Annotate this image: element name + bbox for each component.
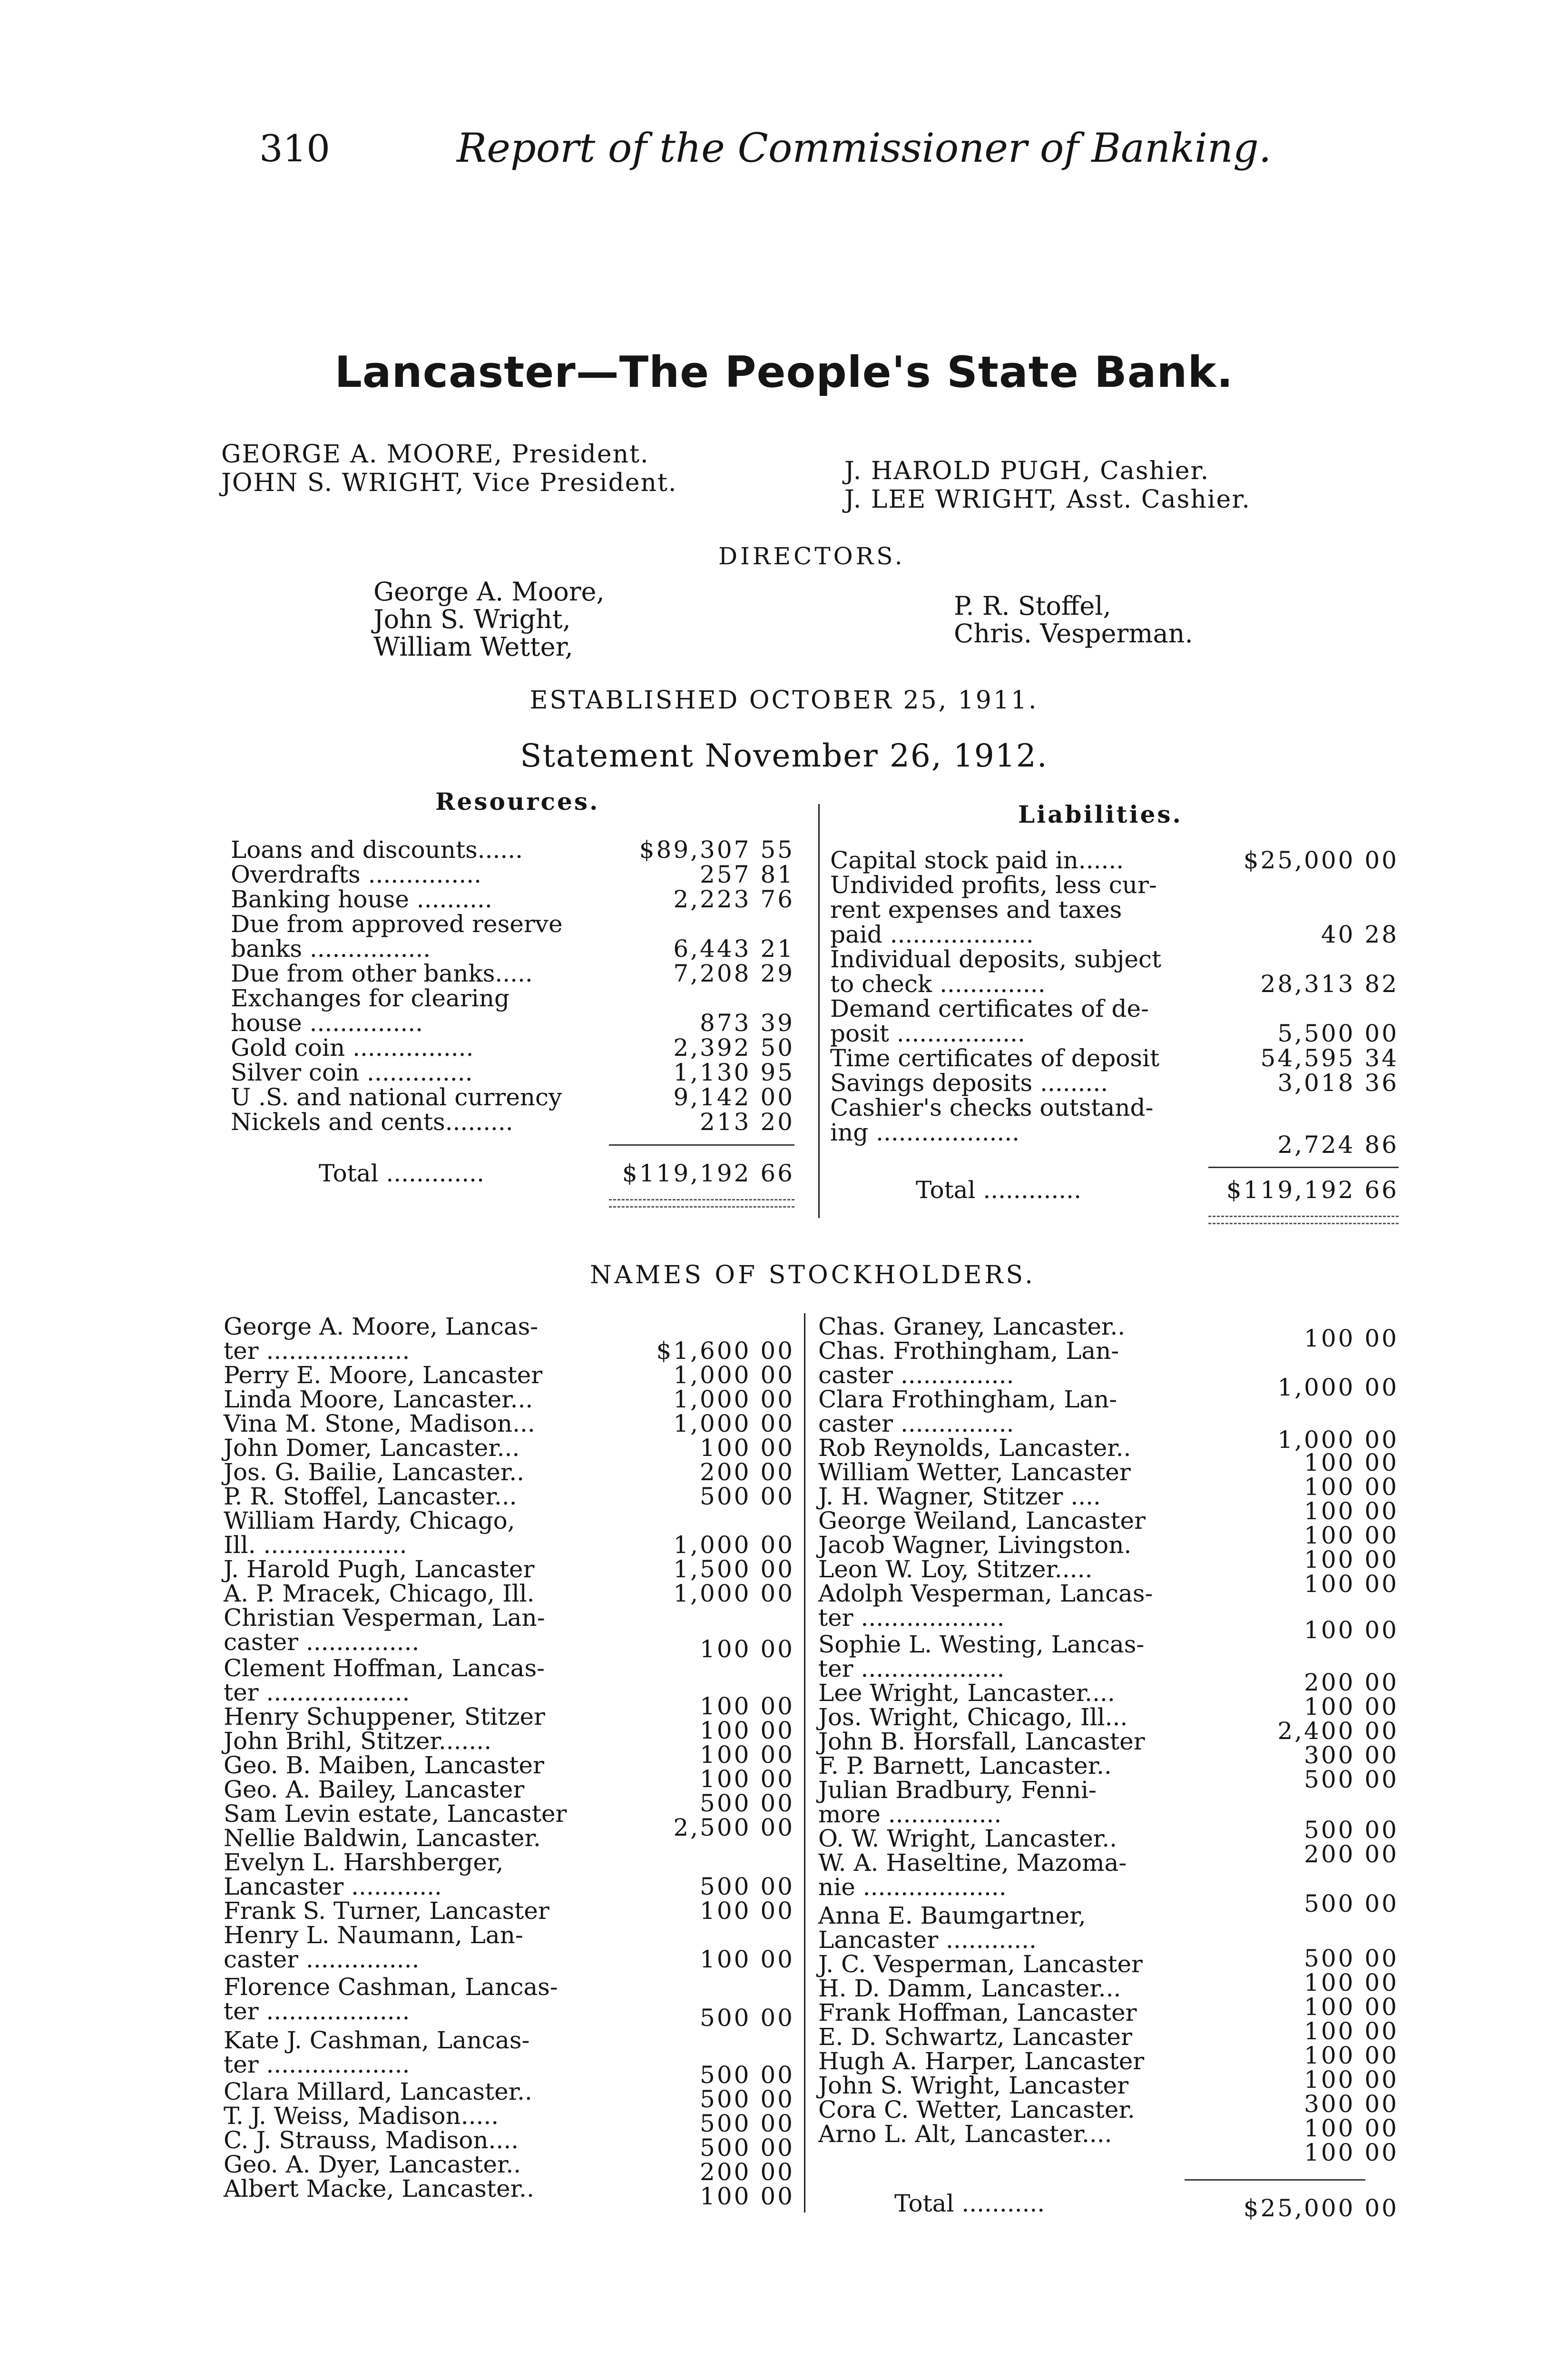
stockholder-amount: 100 00 [1304, 1570, 1399, 1598]
stockholder-name: Sam Levin estate, Lancaster [224, 1800, 567, 1828]
stockholder-name: J. C. Vesperman, Lancaster [818, 1950, 1143, 1978]
stockholders-heading: NAMES OF STOCKHOLDERS. [590, 1261, 1036, 1289]
stockholder-amount: 100 00 [700, 1692, 794, 1720]
stockholder-amount: 500 00 [700, 1483, 794, 1510]
stockholder-amount: 500 00 [700, 2061, 794, 2089]
stockholder-amount: 1,000 00 [673, 1410, 794, 1437]
double-rule [609, 1199, 794, 1208]
stockholder-name: ter ................... [224, 1679, 410, 1706]
stockholder-name: John S. Wright, Lancaster [818, 2072, 1129, 2099]
stockholder-amount: 1,000 00 [673, 1361, 794, 1389]
stockholder-name: Evelyn L. Harshberger, [224, 1848, 504, 1876]
liability-label: Time certificates of deposit [830, 1044, 1160, 1072]
stockholder-amount: 100 00 [700, 1635, 794, 1663]
stockholder-name: William Wetter, Lancaster [818, 1458, 1131, 1486]
stockholder-amount: 300 00 [1304, 2090, 1399, 2118]
stockholder-amount: 100 00 [700, 1717, 794, 1744]
stockholder-name: H. D. Damm, Lancaster... [818, 1975, 1121, 2002]
stockholder-amount: 500 00 [700, 2134, 794, 2162]
stockholder-amount: 100 00 [1304, 1449, 1399, 1476]
stockholder-name: nie ................... [818, 1873, 1007, 1901]
stockholder-name: Lee Wright, Lancaster.... [818, 1679, 1115, 1707]
liability-label: ing ................... [830, 1119, 1020, 1146]
stockholder-name: Frank Hoffman, Lancaster [818, 1999, 1137, 2026]
stockholder-name: John Domer, Lancaster... [224, 1434, 520, 1462]
stockholder-name: Albert Macke, Lancaster.. [224, 2175, 534, 2202]
stockholder-name: George A. Moore, Lancas- [224, 1313, 539, 1340]
stockholder-amount: 500 00 [700, 2085, 794, 2113]
liability-amount: 28,313 82 [1260, 970, 1399, 998]
stockholder-name: George Weiland, Lancaster [818, 1507, 1146, 1534]
stockholder-name: Arno L. Alt, Lancaster.... [818, 2120, 1112, 2148]
liability-label: Savings deposits ......... [830, 1069, 1108, 1097]
stockholder-name: Geo. B. Maiben, Lancaster [224, 1751, 544, 1779]
stockholder-name: Geo. A. Bailey, Lancaster [224, 1776, 525, 1803]
stockholder-amount: 100 00 [1304, 2017, 1399, 2045]
stockholder-amount: 100 00 [1304, 1616, 1399, 1644]
stockholder-amount: 200 00 [700, 1458, 794, 1486]
director-name: P. R. Stoffel, [954, 591, 1111, 621]
statement-date: Statement November 26, 1912. [520, 737, 1048, 774]
officer-asst-cashier: J. LEE WRIGHT, Asst. Cashier. [844, 485, 1251, 514]
stockholder-name: Jos. Wright, Chicago, Ill... [818, 1703, 1128, 1731]
stockholder-name: Henry L. Naumann, Lan- [224, 1921, 523, 1949]
stockholder-name: W. A. Haseltine, Mazoma- [818, 1849, 1127, 1877]
stockholder-amount: 500 00 [700, 1873, 794, 1900]
total-rule [609, 1144, 794, 1146]
stockholder-amount: 100 00 [700, 2182, 794, 2210]
officer-cashier: J. HAROLD PUGH, Cashier. [844, 457, 1210, 485]
stockholder-amount: 1,000 00 [673, 1531, 794, 1559]
stockholder-amount: 100 00 [1304, 2042, 1399, 2069]
stockholder-amount: 500 00 [1304, 1890, 1399, 1917]
resource-amount: 2,392 50 [673, 1034, 794, 1062]
stockholders-total-label: Total ........... [894, 2190, 1045, 2217]
resource-label: Due from approved reserve [231, 910, 563, 938]
stockholder-name: A. P. Mracek, Chicago, Ill. [224, 1580, 535, 1607]
stockholder-amount: 200 00 [1304, 1840, 1399, 1868]
stockholder-name: Adolph Vesperman, Lancas- [818, 1580, 1153, 1607]
liability-amount: 54,595 34 [1260, 1044, 1399, 1072]
stockholder-amount: 2,400 00 [1277, 1717, 1399, 1745]
stockholder-name: Clement Hoffman, Lancas- [224, 1654, 545, 1682]
stockholder-name: J. H. Wagner, Stitzer .... [818, 1483, 1101, 1510]
total-rule [1208, 1167, 1399, 1168]
resource-label: Exchanges for clearing [231, 984, 510, 1012]
stockholder-name: Leon W. Loy, Stitzer..... [818, 1555, 1093, 1583]
stockholder-name: Lancaster ............ [818, 1926, 1037, 1954]
director-name: William Wetter, [373, 632, 573, 662]
stockholder-amount: 100 00 [1304, 2114, 1399, 2142]
stockholder-amount: 100 00 [1304, 1497, 1399, 1525]
resource-label: Nickels and cents......... [231, 1108, 513, 1136]
stockholder-amount: 200 00 [700, 2158, 794, 2186]
stockholder-name: C. J. Strauss, Madison.... [224, 2126, 519, 2154]
stockholder-amount: 1,000 00 [673, 1386, 794, 1413]
stockholder-name: more ............... [818, 1800, 1002, 1828]
liability-label: rent expenses and taxes [830, 896, 1122, 924]
statement-column-divider [818, 804, 820, 1218]
stockholder-name: Christian Vesperman, Lan- [224, 1604, 545, 1632]
resource-label: Due from other banks..... [231, 960, 533, 987]
stockholder-name: P. R. Stoffel, Lancaster... [224, 1483, 517, 1510]
resource-amount: 257 81 [700, 861, 794, 888]
stockholder-name: Jacob Wagner, Livingston. [818, 1531, 1132, 1559]
stockholder-amount: 100 00 [700, 1765, 794, 1793]
resource-amount: 1,130 95 [673, 1059, 794, 1086]
stockholder-name: Perry E. Moore, Lancaster [224, 1361, 543, 1389]
stockholder-name: Frank S. Turner, Lancaster [224, 1897, 549, 1925]
resource-amount: 2,223 76 [673, 885, 794, 913]
stockholder-name: caster ............... [224, 1628, 420, 1656]
stockholder-name: ter ................... [224, 1997, 410, 2025]
stockholder-name: ter ................... [818, 1604, 1005, 1632]
liability-label: Capital stock paid in...... [830, 846, 1124, 874]
running-title: Report of the Commissioner of Banking. [457, 125, 1272, 171]
liability-amount: 2,724 86 [1277, 1131, 1399, 1159]
liability-label: Demand certificates of de- [830, 995, 1149, 1022]
stockholder-name: caster ............... [818, 1361, 1014, 1389]
stockholder-name: Clara Frothingham, Lan- [818, 1386, 1117, 1413]
stockholder-name: John Brihl, Stitzer....... [224, 1727, 492, 1755]
resource-label: banks ................ [231, 935, 431, 963]
stockholder-name: Hugh A. Harper, Lancaster [818, 2047, 1145, 2075]
resources-total: $119,192 66 [622, 1160, 794, 1187]
stockholder-amount: 100 00 [700, 1946, 794, 1973]
officer-vice-president: JOHN S. WRIGHT, Vice President. [221, 469, 677, 497]
liabilities-total: $119,192 66 [1226, 1176, 1399, 1204]
stockholder-name: William Hardy, Chicago, [224, 1507, 515, 1534]
stockholder-amount: 500 00 [1304, 1945, 1399, 1972]
directors-left [373, 578, 605, 661]
stockholder-amount: 1,000 00 [673, 1580, 794, 1607]
stockholder-name: F. P. Barnett, Lancaster.. [818, 1752, 1112, 1779]
stockholder-name: Clara Millard, Lancaster.. [224, 2078, 532, 2105]
resources-total-label: Total ............. [319, 1160, 484, 1187]
stockholder-name: Geo. A. Dyer, Lancaster.. [224, 2151, 521, 2178]
stockholder-amount: 100 00 [1304, 1969, 1399, 1996]
director-name: George A. Moore, [373, 577, 605, 607]
stockholder-name: Chas. Graney, Lancaster.. [818, 1313, 1126, 1340]
stockholder-name: Nellie Baldwin, Lancaster. [224, 1824, 541, 1852]
officer-president: GEORGE A. MOORE, President. [221, 440, 649, 469]
liability-label: to check .............. [830, 970, 1046, 998]
stockholder-name: ter ................... [224, 2051, 410, 2078]
stockholder-name: Vina M. Stone, Madison... [224, 1410, 535, 1437]
stockholder-name: O. W. Wright, Lancaster.. [818, 1825, 1117, 1852]
stockholder-name: Linda Moore, Lancaster... [224, 1386, 533, 1413]
stockholder-name: caster ............... [818, 1410, 1014, 1437]
stockholder-amount: 100 00 [1304, 1546, 1399, 1573]
stockholder-name: Florence Cashman, Lancas- [224, 1973, 558, 2001]
resource-label: Gold coin ................ [231, 1034, 474, 1062]
stockholder-name: Ill. ................... [224, 1531, 407, 1559]
stockholders-column-divider [804, 1313, 805, 2212]
resource-label: Loans and discounts...... [231, 836, 523, 864]
stockholder-name: T. J. Weiss, Madison..... [224, 2102, 499, 2130]
stockholder-name: Lancaster ............ [224, 1873, 442, 1900]
stockholder-amount: 1,000 00 [1277, 1374, 1399, 1401]
liabilities-heading: Liabilities. [1018, 800, 1183, 828]
liability-label: Individual deposits, subject [830, 945, 1162, 973]
stockholder-name: Sophie L. Westing, Lancas- [818, 1631, 1145, 1658]
liabilities-total-label: Total ............. [916, 1176, 1081, 1204]
stockholder-name: Rob Reynolds, Lancaster.. [818, 1434, 1131, 1462]
resource-amount: $89,307 55 [639, 836, 794, 864]
stockholder-name: John B. Horsfall, Lancaster [818, 1728, 1145, 1755]
liability-label: Cashier's checks outstand- [830, 1094, 1154, 1121]
stockholders-total: $25,000 00 [1243, 2194, 1399, 2222]
stockholder-name: Cora C. Wetter, Lancaster. [818, 2096, 1135, 2123]
resource-amount: 9,142 00 [673, 1083, 794, 1111]
resource-amount: 213 20 [700, 1108, 794, 1136]
stockholder-name: J. Harold Pugh, Lancaster [224, 1555, 535, 1583]
stockholder-amount: 500 00 [1304, 1766, 1399, 1793]
stockholder-name: ter ................... [224, 1337, 410, 1365]
stockholder-name: Henry Schuppener, Stitzer [224, 1703, 545, 1730]
stockholder-amount: 100 00 [700, 1434, 794, 1462]
resource-amount: 873 39 [700, 1009, 794, 1037]
liability-amount: 40 28 [1321, 921, 1399, 948]
resource-label: house ............... [231, 1009, 423, 1037]
stockholder-amount: 300 00 [1304, 1741, 1399, 1769]
stockholder-amount: 500 00 [1304, 1816, 1399, 1844]
total-rule [1185, 2179, 1365, 2181]
stockholder-amount: 100 00 [1304, 2066, 1399, 2094]
stockholder-amount: 500 00 [700, 2004, 794, 2032]
stockholder-name: E. D. Schwartz, Lancaster [818, 2023, 1132, 2051]
resource-amount: 6,443 21 [673, 935, 794, 963]
stockholder-amount: 500 00 [700, 1789, 794, 1817]
liability-amount: 3,018 36 [1277, 1069, 1399, 1097]
stockholder-name: Jos. G. Bailie, Lancaster.. [224, 1458, 525, 1486]
stockholder-amount: $1,600 00 [656, 1337, 794, 1365]
liability-label: Undivided profits, less cur- [830, 871, 1157, 899]
liability-amount: 5,500 00 [1277, 1020, 1399, 1047]
stockholder-amount: 100 00 [1304, 1473, 1399, 1501]
director-name: John S. Wright, [373, 604, 571, 634]
stockholder-amount: 1,500 00 [673, 1555, 794, 1583]
liability-label: posit ................. [830, 1020, 1025, 1047]
stockholder-amount: 500 00 [700, 2110, 794, 2137]
directors-right [954, 592, 1193, 648]
resource-label: U .S. and national currency [231, 1083, 562, 1111]
stockholder-amount: 200 00 [1304, 1669, 1399, 1696]
stockholder-name: caster ............... [224, 1946, 420, 1973]
stockholder-amount: 100 00 [700, 1741, 794, 1769]
double-rule [1208, 1216, 1399, 1224]
page-number: 310 [259, 128, 330, 170]
liability-amount: $25,000 00 [1243, 846, 1399, 874]
stockholder-name: Chas. Frothingham, Lan- [818, 1337, 1119, 1365]
stockholder-amount: 100 00 [700, 1897, 794, 1925]
directors-heading: DIRECTORS. [718, 542, 905, 570]
resource-amount: 7,208 29 [673, 960, 794, 987]
stockholder-name: Kate J. Cashman, Lancas- [224, 2026, 530, 2054]
stockholder-name: ter ................... [818, 1655, 1005, 1682]
stockholder-amount: 100 00 [1304, 2139, 1399, 2166]
stockholder-name: Julian Bradbury, Fenni- [818, 1776, 1097, 1804]
bank-title: Lancaster—The People's State Bank. [334, 347, 1234, 397]
resource-label: Banking house .......... [231, 885, 492, 913]
resource-label: Silver coin .............. [231, 1059, 473, 1086]
liability-label: paid ................... [830, 921, 1034, 948]
stockholder-name: Anna E. Baumgartner, [818, 1902, 1086, 1929]
director-name: Chris. Vesperman. [954, 619, 1193, 649]
stockholder-amount: 100 00 [1304, 1325, 1399, 1352]
established-date: ESTABLISHED OCTOBER 25, 1911. [529, 686, 1039, 715]
resources-heading: Resources. [435, 787, 600, 816]
resource-label: Overdrafts ............... [231, 861, 482, 888]
stockholder-amount: 100 00 [1304, 1993, 1399, 2021]
stockholder-amount: 2,500 00 [673, 1814, 794, 1841]
stockholder-amount: 1,000 00 [1277, 1426, 1399, 1454]
stockholder-amount: 100 00 [1304, 1522, 1399, 1549]
stockholder-amount: 100 00 [1304, 1693, 1399, 1720]
